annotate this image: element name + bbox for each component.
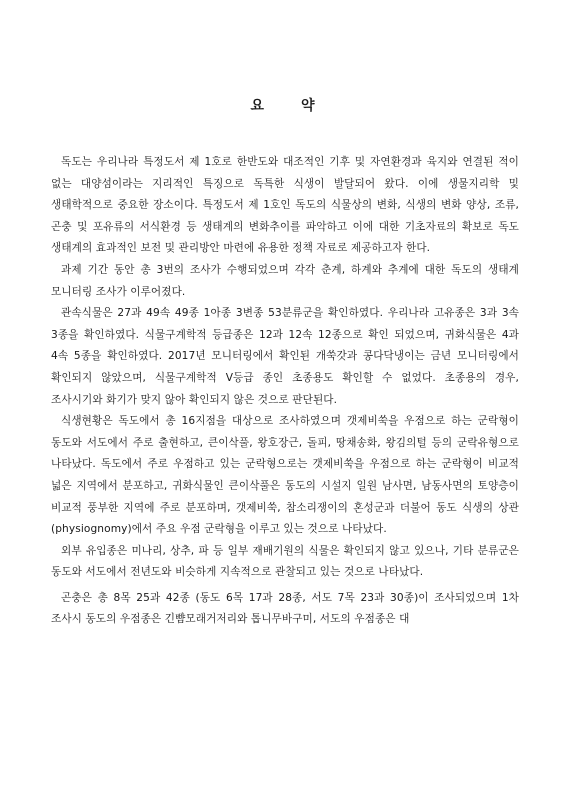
- paragraph-vascular-plants: 관속식물은 27과 49속 49종 1아종 3변종 53분류군을 확인하였다. 우리나라 고유종은 3과 3속 3종을 확인하였다. 식물구계학적 등급종은 12과 12속 12종으로 확인 되었으며, 귀화식물은 4과 4속 5종을 확인하였다. 2017년 모니터링에서 확인된 개쑥갓과 콩다닥냉이는 금년 모니터링에서 확인되지 않았으며, 식물구계학적 V등급 종인 초종용도 확인할 수 없었다. 초종용의 경우, 조사시기와 화기가 맞지 않아 확인되지 않은 것으로 판단된다.: [51, 307, 519, 406]
- title-char-1: 요: [250, 98, 265, 114]
- paragraph-survey-period: 과제 기간 동안 총 3번의 조사가 수행되었으며 각각 춘계, 하계와 추계에 대한 독도의 생태계 모니터링 조사가 이루어졌다.: [51, 263, 519, 298]
- title-char-2: 약: [301, 98, 316, 114]
- paragraph-vegetation: 식생현황은 독도에서 총 16지점을 대상으로 조사하였으며 갯제비쑥을 우점으로 하는 군락형이 동도와 서도에서 주로 출현하고, 큰이삭풀, 왕호장근, 돌피, 땅채송화, 왕김의털 등의 군락유형으로 나타났다. 독도에서 주로 우점하고 있는 군락형으로는 갯제비쑥을 우점으로 하는 군락형이 비교적 넓은 지역에서 분포하고, 귀화식물인 큰이삭풀은 동도의 시설지 일원 남사면, 남동사면의 토양층이 비교적 풍부한 지역에 주로 분포하며, 갯제비쑥, 참소리쟁이의 혼성군과 더불어 동도 식생의 상관(physiognomy)에서 주요 우점 군락형을 이루고 있는 것으로 나타났다.: [51, 415, 519, 536]
- summary-body: [51, 152, 519, 631]
- page-title: [0, 95, 566, 115]
- paragraph-introduced-species: 외부 유입종은 미나리, 상추, 파 등 일부 재배기원의 식물은 확인되지 않고 있으나, 기타 분류군은 동도와 서도에서 전년도와 비슷하게 지속적으로 관찰되고 있는 것으로 나타났다.: [51, 544, 519, 579]
- paragraph-intro: 독도는 우리나라 특정도서 제 1호로 한반도와 대조적인 기후 및 자연환경과 육지와 연결된 적이 없는 대양섬이라는 지리적인 특징으로 독특한 식생이 발달되어 왔다. 이에 생물지리학 및 생태학적으로 중요한 장소이다. 특정도서 제 1호인 독도의 식물상의 변화, 식생의 변화 양상, 조류, 곤충 및 포유류의 서식환경 등 생태계의 변화추이를 파악하고 이에 대한 기초자료의 확보로 독도 생태계의 효과적인 보전 및 관리방안 마련에 유용한 정책 자료로 제공하고자 한다.: [51, 156, 519, 255]
- paragraph-insects: 곤충은 총 8목 25과 42종 (동도 6목 17과 28종, 서도 7목 23과 30종)이 조사되었으며 1차 조사시 동도의 우점종은 긴뺨모래거저리와 톱니무바구미, 서도의 우점종은 대: [51, 591, 519, 626]
